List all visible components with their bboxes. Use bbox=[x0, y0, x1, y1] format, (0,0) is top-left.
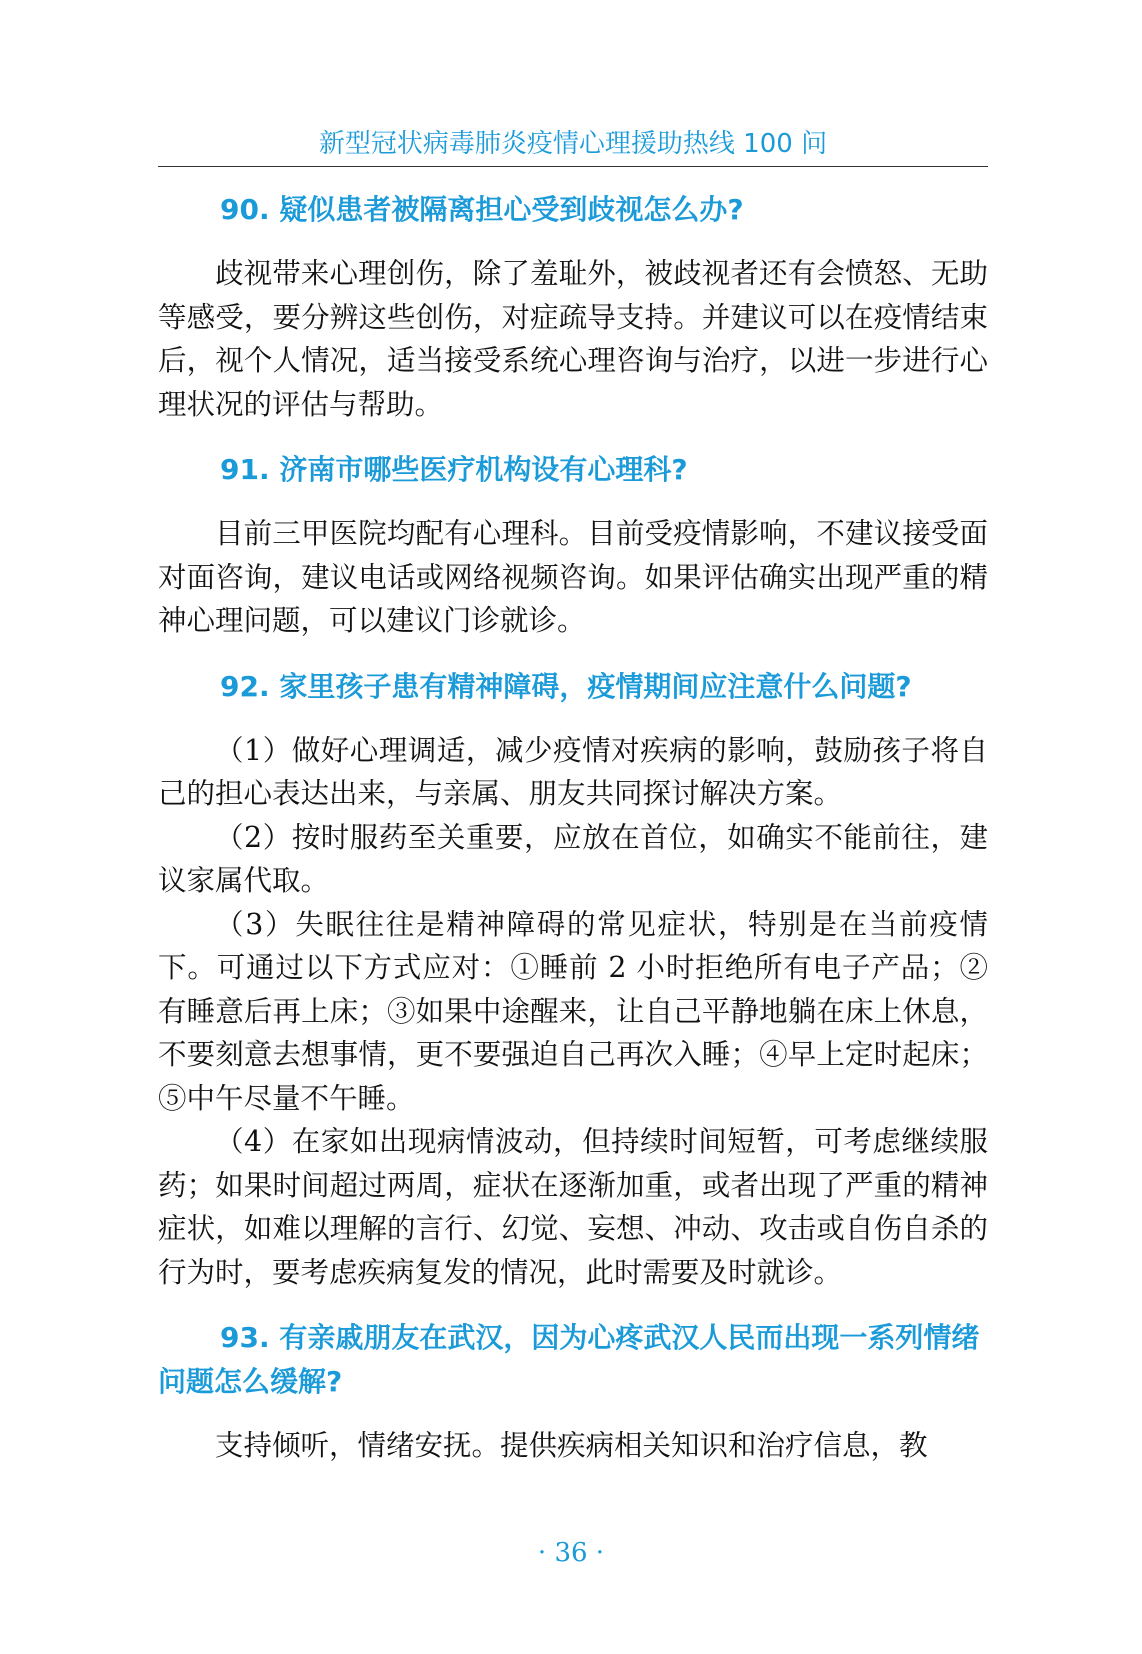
page-number: · 36 · bbox=[537, 1538, 605, 1568]
answer bbox=[158, 729, 988, 1295]
question-heading: 93. 有亲戚朋友在武汉，因为心疼武汉人民而出现一系列情绪问题怎么缓解? bbox=[158, 1321, 980, 1398]
question-heading: 90. 疑似患者被隔离担心受到歧视怎么办? bbox=[220, 193, 744, 226]
running-header: 新型冠状病毒肺炎疫情心理援助热线 100 问 bbox=[318, 129, 828, 159]
question-heading: 91. 济南市哪些医疗机构设有心理科? bbox=[220, 453, 688, 486]
page-content bbox=[158, 188, 988, 1468]
header-divider bbox=[158, 166, 988, 167]
answer-paragraph: 支持倾听，情绪安抚。提供疾病相关知识和治疗信息，教 bbox=[215, 1429, 928, 1462]
answer bbox=[158, 512, 988, 643]
question-90 bbox=[158, 188, 988, 426]
answer-paragraph: （3）失眠往往是精神障碍的常见症状，特别是在当前疫情下。可通过以下方式应对：①睡前 2 小时拒绝所有电子产品；②有睡意后再上床；③如果中途醒来，让自己平静地躺在床上休息，不要刻意去想事情，更不要强迫自己再次入睡；④早上定时起床；⑤中午尽量不午睡。 bbox=[158, 907, 988, 1115]
answer-paragraph: 目前三甲医院均配有心理科。目前受疫情影响，不建议接受面对面咨询，建议电话或网络视频咨询。如果评估确实出现严重的精神心理问题，可以建议门诊就诊。 bbox=[158, 517, 988, 637]
answer-paragraph: （2）按时服药至关重要，应放在首位，如确实不能前往，建议家属代取。 bbox=[158, 820, 988, 897]
question-93 bbox=[158, 1316, 988, 1468]
answer bbox=[158, 1424, 988, 1468]
question-heading: 92. 家里孩子患有精神障碍，疫情期间应注意什么问题? bbox=[220, 669, 912, 703]
answer-paragraph: （1）做好心理调适，减少疫情对疾病的影响，鼓励孩子将自己的担心表达出来，与亲属、朋友共同探讨解决方案。 bbox=[158, 733, 988, 810]
answer bbox=[158, 252, 988, 426]
question-91 bbox=[158, 448, 988, 643]
question-92 bbox=[158, 665, 988, 1295]
answer-paragraph: 歧视带来心理创伤，除了羞耻外，被歧视者还有会愤怒、无助等感受，要分辨这些创伤，对症疏导支持。并建议可以在疫情结束后，视个人情况，适当接受系统心理咨询与治疗，以进一步进行心理状况的评估与帮助。 bbox=[158, 257, 988, 421]
answer-paragraph: （4）在家如出现病情波动，但持续时间短暂，可考虑继续服药；如果时间超过两周，症状在逐渐加重，或者出现了严重的精神症状，如难以理解的言行、幻觉、妄想、冲动、攻击或自伤自杀的行为时，要考虑疾病复发的情况，此时需要及时就诊。 bbox=[158, 1125, 988, 1289]
